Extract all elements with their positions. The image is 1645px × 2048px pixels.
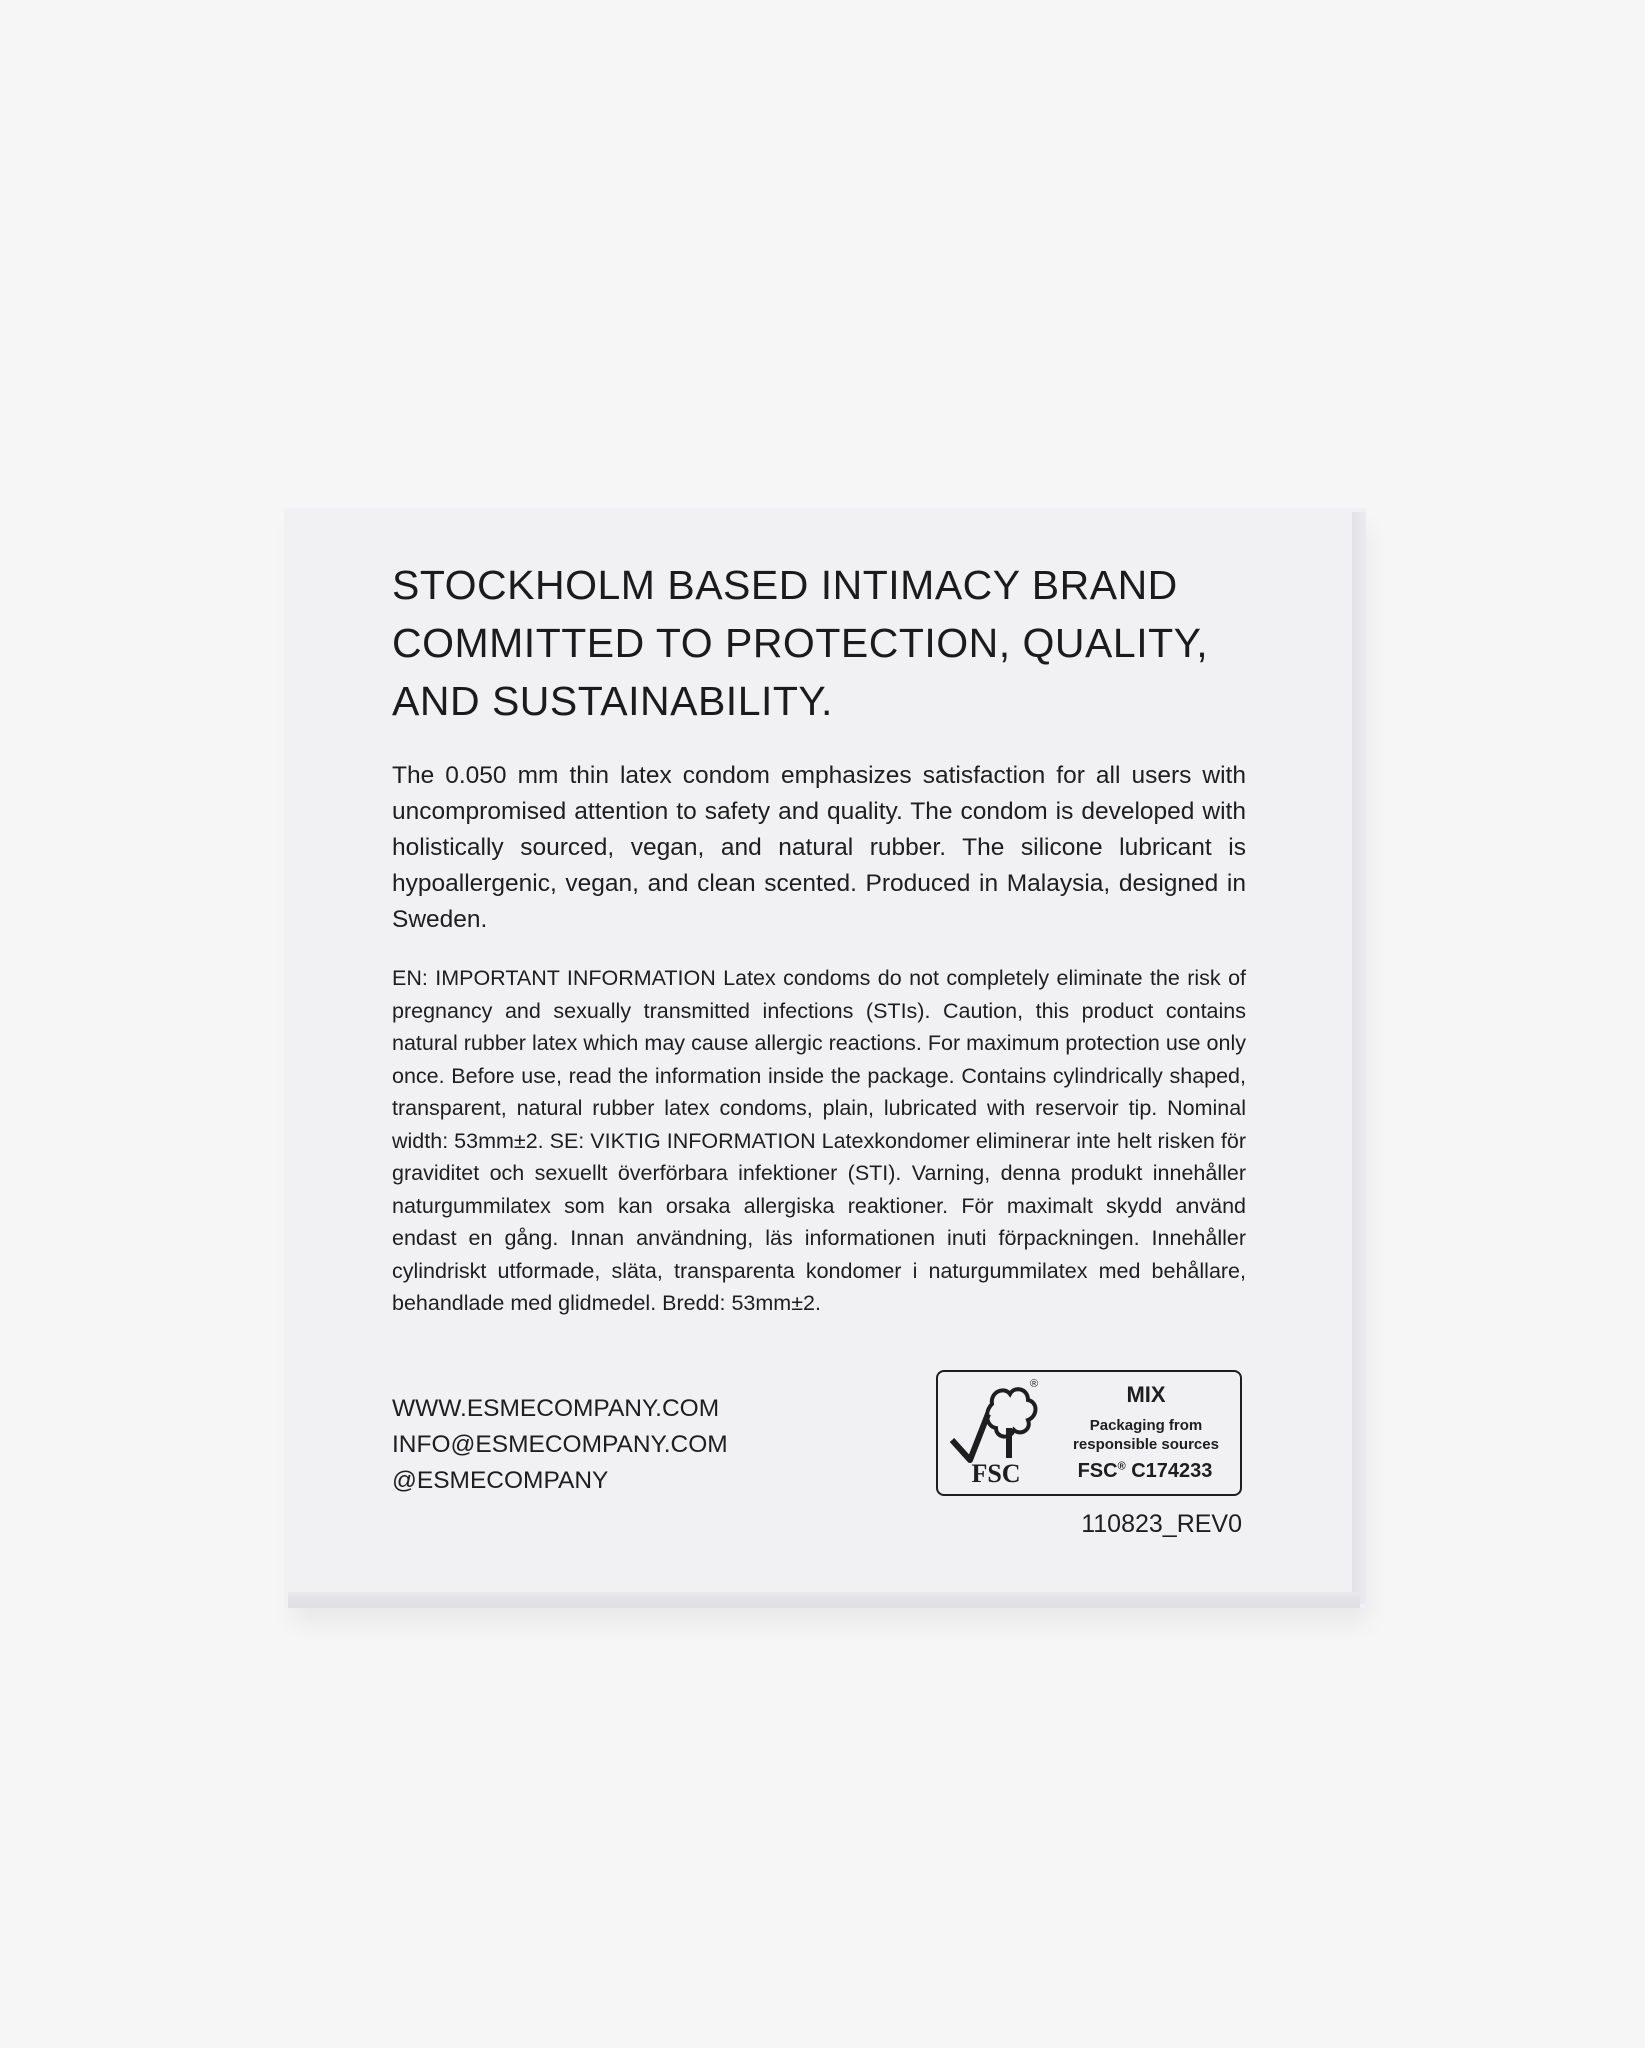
fsc-mix-label: MIX: [1126, 1382, 1166, 1407]
fsc-code-prefix: FSC: [1077, 1460, 1118, 1482]
fsc-description: [1054, 1416, 1238, 1454]
box-side-edge: [1352, 512, 1366, 1604]
fsc-code-number: C174233: [1131, 1460, 1213, 1482]
box-bottom-edge: [288, 1592, 1360, 1608]
fsc-description-line1: Packaging from: [1089, 1417, 1203, 1434]
fsc-label: [936, 1370, 1242, 1496]
information-swedish: SE: VIKTIG INFORMATION Latexkondomer eliminerar inte helt risken för graviditet och sexuellt överförbara infektioner (STI). Varning, denna produkt innehåller naturgummilatex som kan orsaka allergiska reaktioner. För maximalt skydd använd endast en gång. Innan användning, läs informationen inuti förpackningen. Innehåller cylindriskt utformade, släta, transparenta kondomer i naturgummilatex med behållare, behandlade med glidmedel. Bredd: 53mm±2.: [392, 1128, 1246, 1315]
fsc-tree-check-icon: [948, 1380, 1044, 1490]
email-text: INFO@ESMECOMPANY.COM: [392, 1431, 728, 1458]
fsc-description-line2: responsible sources: [1073, 1436, 1219, 1453]
brand-headline: STOCKHOLM BASED INTIMACY BRAND COMMITTED TO PROTECTION, QUALITY, AND SUSTAINABILITY.: [392, 562, 1209, 724]
contact-block: [392, 1391, 728, 1499]
fsc-logo-text: FSC: [971, 1459, 1021, 1488]
product-description: The 0.050 mm thin latex condom emphasizes satisfaction for all users with uncompromised attention to safety and quality. The condom is developed with holistically sourced, vegan, and natural rubber. The silicone lubricant is hypoallergenic, vegan, and clean scented. Produced in Malaysia, designed in Sweden.: [392, 762, 1246, 933]
important-information: [392, 962, 1246, 1320]
social-handle-text: @ESMECOMPANY: [392, 1467, 609, 1494]
information-english: EN: IMPORTANT INFORMATION Latex condoms do not completely eliminate the risk of pregnancy and sexually transmitted infections (STIs). Caution, this product contains natural rubber latex which may cause allergic reactions. For maximum protection use only once. Before use, read the information inside the package. Contains cylindrically shaped, transparent, natural rubber latex condoms, plain, lubricated with reservoir tip. Nominal width: 53mm±2.: [392, 966, 1246, 1153]
website-text: WWW.ESMECOMPANY.COM: [392, 1395, 720, 1422]
revision-code: 110823_REV0: [1081, 1510, 1242, 1538]
fsc-code-mark: ®: [1117, 1460, 1126, 1473]
fsc-license-code: [1052, 1460, 1238, 1483]
fsc-registered-mark: ®: [1030, 1378, 1039, 1390]
